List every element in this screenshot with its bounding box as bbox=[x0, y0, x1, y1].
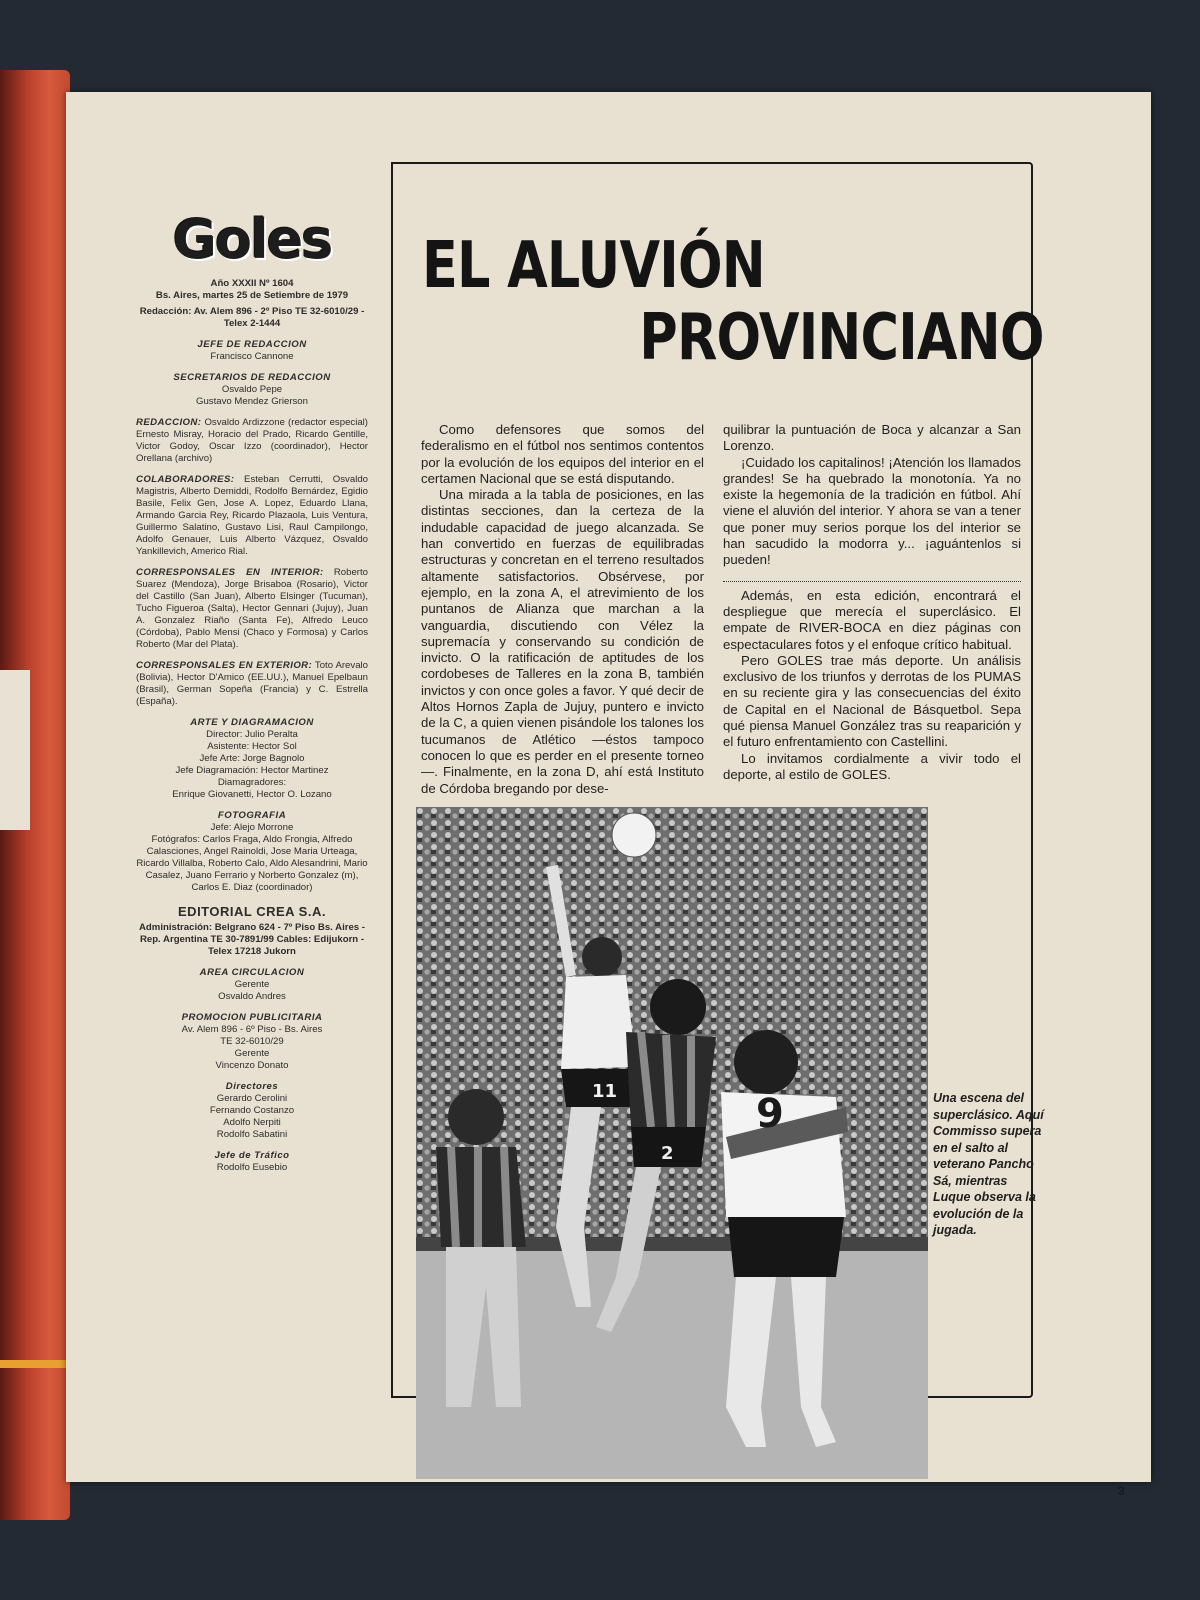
jersey-number-11: 11 bbox=[592, 1081, 618, 1102]
interior-head: CORRESPONSALES EN INTERIOR: bbox=[136, 567, 324, 578]
exterior-block bbox=[136, 660, 368, 708]
photo-illustration bbox=[416, 807, 928, 1479]
circulacion-head: AREA CIRCULACION bbox=[199, 967, 305, 978]
arte-line: Enrique Giovanetti, Hector O. Lozano bbox=[172, 789, 332, 800]
promocion-line: TE 32-6010/29 bbox=[220, 1036, 284, 1047]
ball-icon bbox=[612, 813, 656, 857]
football-photo bbox=[416, 807, 928, 1479]
promocion-line: Gerente bbox=[234, 1048, 270, 1059]
circulacion-line: Gerente bbox=[234, 979, 270, 990]
trafico-head: Jefe de Tráfico bbox=[214, 1150, 290, 1161]
goles-logo: Goles bbox=[172, 208, 332, 271]
masthead-column bbox=[136, 208, 369, 1174]
magazine-page bbox=[66, 92, 1151, 1498]
jefe-redaccion-head: JEFE DE REDACCION bbox=[197, 339, 307, 350]
cover-white-block bbox=[0, 670, 30, 830]
issue-date: Bs. Aires, martes 25 de Setiembre de 1979 bbox=[155, 290, 349, 301]
directores-line: Gerardo Cerolini bbox=[216, 1093, 288, 1104]
redaccion-text: Osvaldo Ardizzone (redactor especial) Ernesto Misray, Horacio del Prado, Ricardo Gentille, Victor Godoy, Oscar Izzo (coordinador), Hector Orellana (archivo) bbox=[136, 417, 368, 464]
fotografia-jefe: Jefe: Alejo Morrone bbox=[210, 822, 294, 833]
admin-address: Administración: Belgrano 624 - 7º Piso Bs. Aires - Rep. Argentina TE 30-7891/99 Cables: Edijukorn - Telex 17218 Jukorn bbox=[139, 922, 365, 957]
arte-line: Asistente: Hector Sol bbox=[207, 741, 297, 752]
article-paragraph: quilibrar la puntuación de Boca y alcanzar a San Lorenzo. bbox=[723, 422, 1021, 454]
headline-line-1: EL ALUVIÓN bbox=[422, 229, 765, 303]
article-paragraph: Como defensores que somos del federalismo en el fútbol nos sentimos contentos por la evolución de los equipos del interior en el certamen Nacional que se está disputando. bbox=[421, 422, 704, 486]
jersey-number-2: 2 bbox=[661, 1143, 674, 1164]
headline-line-2: PROVINCIANO bbox=[639, 301, 1044, 375]
colaboradores-head: COLABORADORES: bbox=[136, 474, 235, 485]
article-column-1 bbox=[421, 422, 704, 797]
article-paragraph: Pero GOLES trae más deporte. Un análisis exclusivo de los triunfos y derrotas de los PUMAS en su reciente gira y las consecuencias del éxito de Capital en el Nacional de Básquetbol. Sepa qué piensa Manuel González tras su reaparición y el futuro enfrentamiento con Castellini. bbox=[723, 652, 1021, 750]
secretarios-names: Osvaldo Pepe Gustavo Mendez Grierson bbox=[196, 384, 308, 407]
article-headline bbox=[422, 229, 1044, 375]
arte-line: Diamagradores: bbox=[217, 777, 287, 788]
arte-head: ARTE Y DIAGRAMACION bbox=[190, 717, 314, 728]
redaccion-block bbox=[136, 417, 368, 465]
cover-stripe bbox=[0, 1360, 70, 1368]
fotografia-head: FOTOGRAFIA bbox=[217, 810, 287, 821]
directores-head: Directores bbox=[225, 1081, 279, 1092]
magazine-cover-edge bbox=[0, 70, 70, 1520]
arte-line: Jefe Arte: Jorge Bagnolo bbox=[199, 753, 305, 764]
redaction-address: Redacción: Av. Alem 896 - 2º Piso TE 32-6010/29 - Telex 2-1444 bbox=[139, 306, 365, 329]
trafico-line: Rodolfo Eusebio bbox=[216, 1162, 288, 1173]
interior-block bbox=[136, 567, 368, 651]
article-paragraph: Además, en esta edición, encontrará el despliegue que merecía el superclásico. El empate de RIVER-BOCA en diez páginas con espectaculares fotos y el enfoque crítico habitual. bbox=[723, 587, 1021, 652]
article-paragraph: Una mirada a la tabla de posiciones, en las distintas secciones, dan la certeza de la indudable capacidad de juego alcanzada. Se han convertido en fuerzas de equilibradas estructuras y concretan en el terreno resultados altamente satisfactorios. Obsérvese, por ejemplo, en la zona A, el atrevimiento de los puntanos de Alianza que marchan a la vanguardia, discutiendo con Vélez la supremacía y conservando su condición de invicto. O la ratificación de aptitudes de los cordobeses de Talleres en la zona B, también invictos y con once goles a favor. Y qué decir de Altos Hornos Zapla de Jujuy, puntero e invicto de la C, a quien vienen pisándole los talones los tucumanos de Atlético —éstos tampoco conocen lo que es perder en el presente torneo—. Finalmente, en la zona D, ahí está Instituto de Córdoba bregando por dese- bbox=[421, 487, 704, 796]
photo-caption: Una escena del superclásico. Aquí Commisso supera en el salto al veterano Pancho Sá, mientras Luque observa la evolución de la jugada. bbox=[933, 1091, 1044, 1237]
exterior-text: Toto Arevalo (Bolivia), Hector D'Amico (EE.UU.), Manuel Epelbaun (Brasil), German Sopeña (Francia) y C. Estrella (España). bbox=[136, 660, 368, 707]
jefe-redaccion-name: Francisco Cannone bbox=[210, 351, 294, 362]
interior-text: Roberto Suarez (Mendoza), Jorge Brisaboa (Rosario), Victor del Castillo (San Juan), Alberto Elsinger (Tucuman), Tucho Figueroa (Salta), Hector Gennari (Jujuy), Juan A. Gonzalez Riaño (Santa Fe), Alfredo Leuco (Córdoba), Pablo Mensi (Chaco y Formosa) y Carlos Roberto (Mar del Plata). bbox=[136, 567, 369, 650]
editorial-name: EDITORIAL CREA S.A. bbox=[178, 904, 326, 919]
promocion-line: Vincenzo Donato bbox=[215, 1060, 289, 1071]
article-column-2 bbox=[723, 422, 1021, 783]
promocion-line: Av. Alem 896 - 6º Piso - Bs. Aires bbox=[181, 1024, 323, 1035]
directores-line: Fernando Costanzo bbox=[209, 1105, 295, 1116]
redaccion-head: REDACCION: bbox=[136, 417, 202, 428]
arte-line: Jefe Diagramación: Hector Martinez bbox=[175, 765, 329, 776]
promocion-head: PROMOCION PUBLICITARIA bbox=[181, 1012, 323, 1023]
colaboradores-text: Esteban Cerrutti, Osvaldo Magistris, Alberto Demiddi, Rodolfo Bernárdez, Egidio Basile, Felix Gen, Jose A. Lopez, Eduardo Llana, Armando Garcia Rey, Ricardo Plazaola, Luis Ventura, Guillermo Salatino, Gustavo Lisi, Raul Campilongo, Adolfo Genauer, Luis Alberto Vázquez, Osvaldo Yankillevich, Americo Rial. bbox=[136, 474, 368, 557]
directores-line: Rodolfo Sabatini bbox=[216, 1129, 288, 1140]
jersey-number-9: 9 bbox=[756, 1091, 784, 1137]
colaboradores-block bbox=[136, 474, 368, 558]
secretarios-head: SECRETARIOS DE REDACCION bbox=[173, 372, 331, 383]
dotted-separator bbox=[723, 573, 1021, 582]
article-paragraph: ¡Cuidado los capitalinos! ¡Atención los llamados grandes! Se ha quebrado la monotonía. Ya no existe la hegemonía de la tradición en fútbol. Ahí viene el aluvión del interior. Y ahora se van a tener que poner muy serios porque los del interior se han sacudido la modorra y... ¡aguántenlos si pueden! bbox=[723, 454, 1022, 568]
fotografos-list: Fotógrafos: Carlos Fraga, Aldo Frongia, Alfredo Calasciones, Angel Rainoldi, Jose Maria Urteaga, Ricardo Villalba, Roberto Calo, Aldo Alesandrini, Mario Casalez, Juano Ferrario y Norberto Gonzalez (m), Carlos E. Diaz (coordinador) bbox=[136, 834, 368, 893]
exterior-head: CORRESPONSALES EN EXTERIOR: bbox=[136, 660, 313, 671]
circulacion-line: Osvaldo Andres bbox=[218, 991, 286, 1002]
page-number: 3 bbox=[1118, 1484, 1125, 1498]
directores-line: Adolfo Nerpiti bbox=[223, 1117, 281, 1128]
issue-info: Año XXXII Nº 1604 bbox=[210, 278, 294, 289]
arte-line: Director: Julio Peralta bbox=[206, 729, 298, 740]
article-paragraph: Lo invitamos cordialmente a vivir todo el deporte, al estilo de GOLES. bbox=[723, 750, 1021, 782]
